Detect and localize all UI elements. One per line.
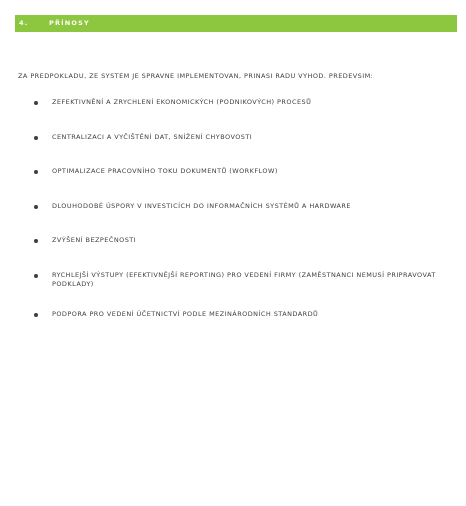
benefit-text: RYCHLEJŠÍ VÝSTUPY (EFEKTIVNĚJŠÍ REPORTING) PRO VEDENÍ FIRMY (ZAMĚSTNANCI NEMUSÍ PRIPRAVOVAT PODKLADY) <box>52 270 436 288</box>
benefit-text: DLOUHODOBÉ ÚSPORY V INVESTICÍCH DO INFORMAČNÍCH SYSTÉMŮ A HARDWARE <box>52 201 351 210</box>
bullet-icon <box>34 136 38 140</box>
benefit-text: PODPORA PRO VEDENÍ ÚČETNICTVÍ PODLE MEZINÁRODNÍCH STANDARDŮ <box>52 309 319 318</box>
intro-paragraph: ZA PREDPOKLADU, ZE SYSTEM JE SPRAVNE IMPLEMENTOVAN, PRINASI RADU VYHOD. PREDEVSIM: <box>18 71 374 80</box>
bullet-icon <box>34 239 38 243</box>
section-number: 4. <box>19 19 29 27</box>
list-item <box>34 167 444 182</box>
bullet-icon <box>34 274 38 278</box>
bullet-icon <box>34 101 38 105</box>
list-item <box>34 310 444 325</box>
bullet-icon <box>34 313 38 317</box>
benefit-text: ZVÝŠENÍ BEZPEČNOSTI <box>52 236 137 244</box>
list-item <box>34 202 444 217</box>
benefit-text: CENTRALIZACI A VYČIŠTĚNÍ DAT, SNÍŽENÍ CHYBOVOSTI <box>52 132 253 141</box>
benefit-text: OPTIMALIZACE PRACOVNÍHO TOKU DOKUMENTŮ (WORKFLOW) <box>52 167 278 175</box>
benefits-list <box>34 98 444 344</box>
list-item <box>34 236 444 251</box>
benefit-text: ZEFEKTIVNĚNÍ A ZRYCHLENÍ EKONOMICKÝCH (PODNIKOVÝCH) PROCESŮ <box>52 98 312 106</box>
section-title: PŘÍNOSY <box>49 19 90 27</box>
bullet-icon <box>34 205 38 209</box>
list-item <box>34 271 444 289</box>
list-item <box>34 133 444 148</box>
bullet-icon <box>34 170 38 174</box>
list-item <box>34 98 444 113</box>
section-heading-bar <box>15 15 457 32</box>
